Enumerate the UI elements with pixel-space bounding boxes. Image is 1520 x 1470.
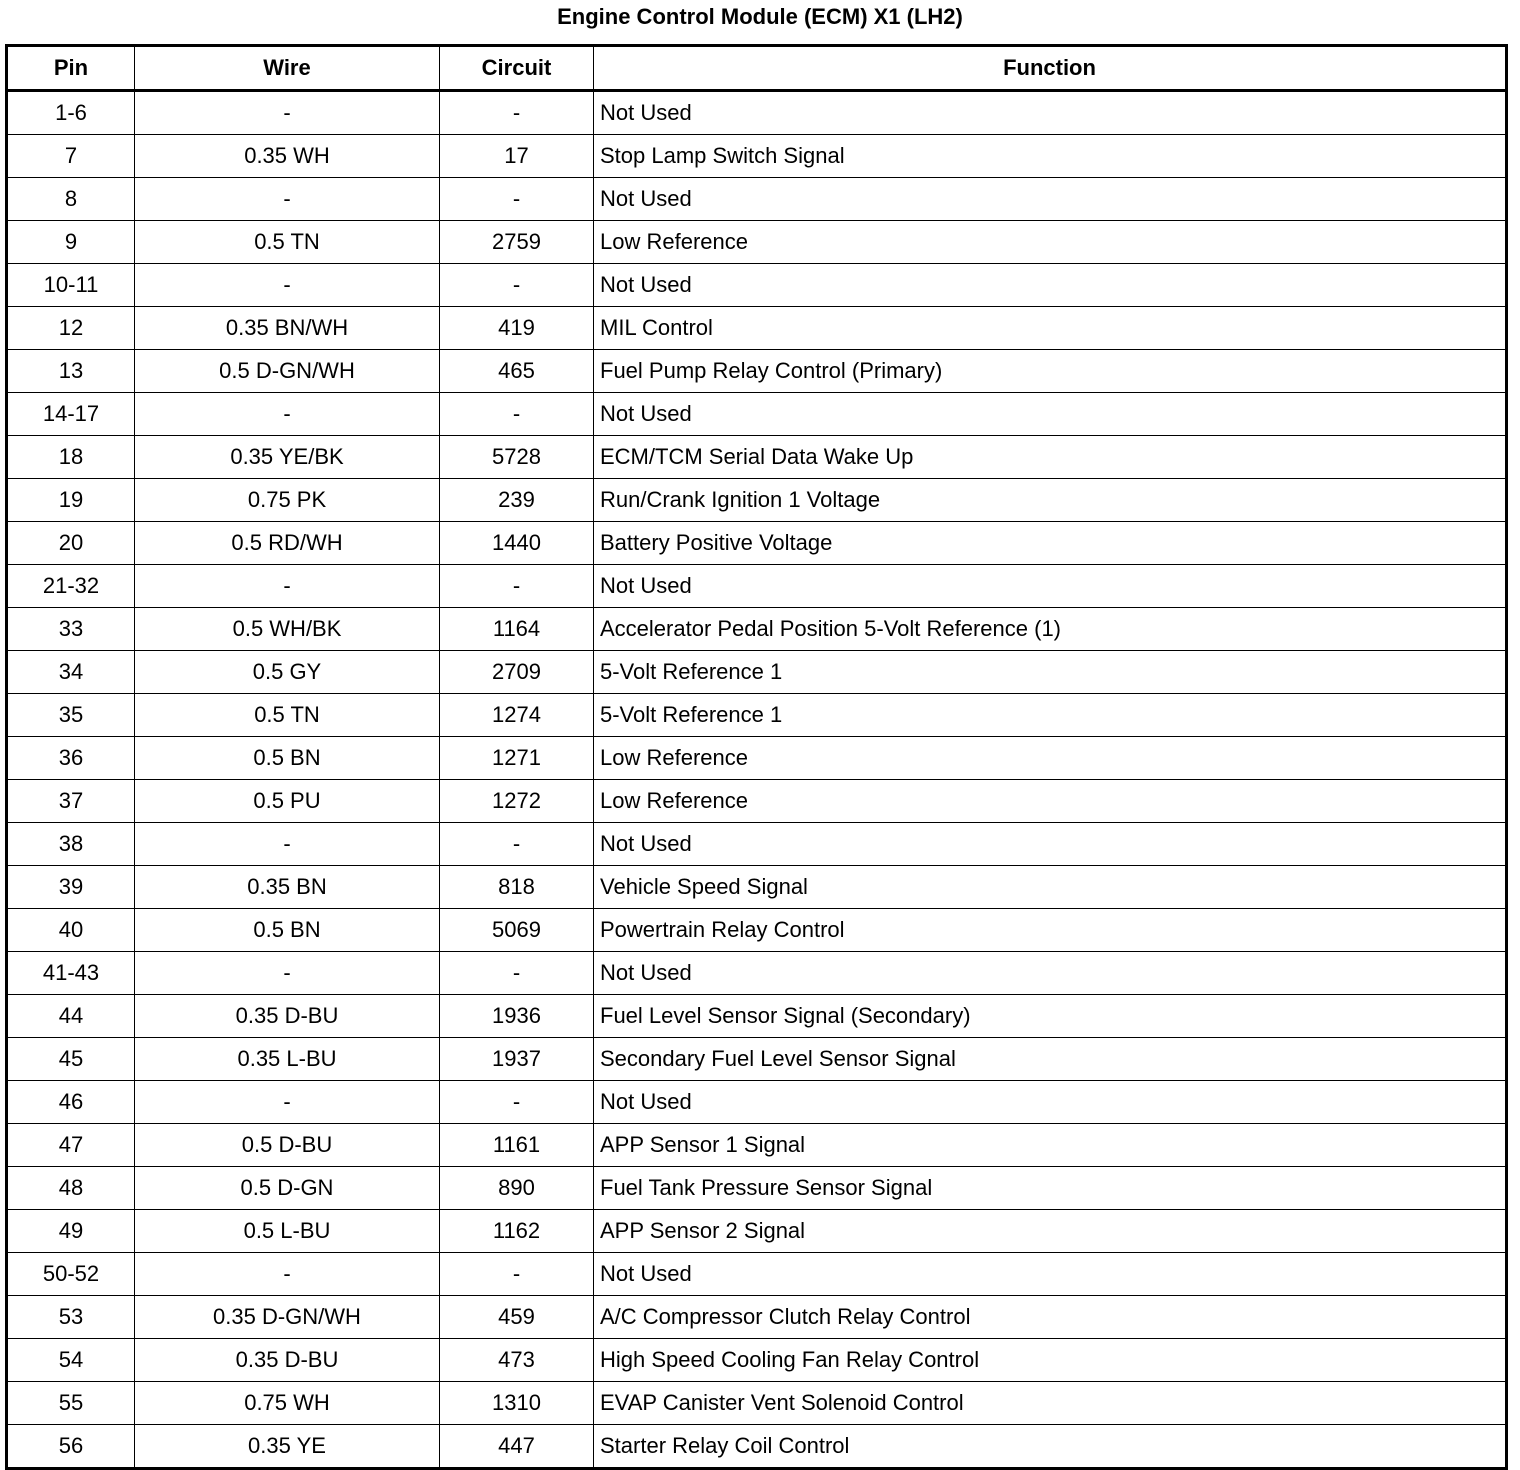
cell-circuit: -	[440, 1253, 594, 1296]
table-row	[7, 1296, 1507, 1339]
cell-pin: 1-6	[7, 91, 135, 135]
cell-pin: 34	[7, 651, 135, 694]
cell-circuit: -	[440, 1081, 594, 1124]
cell-wire: -	[135, 1081, 440, 1124]
cell-function: APP Sensor 1 Signal	[594, 1124, 1507, 1167]
table-row	[7, 350, 1507, 393]
table-row	[7, 264, 1507, 307]
cell-circuit: 1161	[440, 1124, 594, 1167]
table-row	[7, 866, 1507, 909]
cell-circuit: 1936	[440, 995, 594, 1038]
cell-circuit: 5728	[440, 436, 594, 479]
cell-circuit: 419	[440, 307, 594, 350]
cell-pin: 18	[7, 436, 135, 479]
cell-function: Run/Crank Ignition 1 Voltage	[594, 479, 1507, 522]
cell-function: High Speed Cooling Fan Relay Control	[594, 1339, 1507, 1382]
cell-circuit: 1162	[440, 1210, 594, 1253]
cell-circuit: -	[440, 952, 594, 995]
cell-circuit: 465	[440, 350, 594, 393]
table-row	[7, 178, 1507, 221]
table-row	[7, 608, 1507, 651]
cell-function: Low Reference	[594, 737, 1507, 780]
cell-function: Battery Positive Voltage	[594, 522, 1507, 565]
cell-wire: 0.5 BN	[135, 909, 440, 952]
cell-pin: 39	[7, 866, 135, 909]
cell-pin: 40	[7, 909, 135, 952]
cell-circuit: 1164	[440, 608, 594, 651]
table-row	[7, 952, 1507, 995]
cell-function: Not Used	[594, 178, 1507, 221]
cell-pin: 19	[7, 479, 135, 522]
cell-wire: 0.5 D-GN	[135, 1167, 440, 1210]
cell-wire: 0.35 YE	[135, 1425, 440, 1469]
cell-pin: 47	[7, 1124, 135, 1167]
cell-pin: 8	[7, 178, 135, 221]
cell-circuit: 473	[440, 1339, 594, 1382]
cell-wire: 0.5 L-BU	[135, 1210, 440, 1253]
table-row	[7, 1167, 1507, 1210]
cell-wire: 0.35 BN	[135, 866, 440, 909]
header-wire: Wire	[135, 46, 440, 91]
pinout-table	[5, 44, 1508, 1470]
cell-function: MIL Control	[594, 307, 1507, 350]
cell-wire: -	[135, 178, 440, 221]
table-row	[7, 1425, 1507, 1469]
cell-wire: 0.5 D-BU	[135, 1124, 440, 1167]
cell-wire: 0.5 TN	[135, 221, 440, 264]
table-row	[7, 823, 1507, 866]
table-row	[7, 995, 1507, 1038]
table-header-row	[7, 46, 1507, 91]
cell-wire: 0.75 WH	[135, 1382, 440, 1425]
cell-function: Powertrain Relay Control	[594, 909, 1507, 952]
cell-wire: -	[135, 91, 440, 135]
table-row	[7, 393, 1507, 436]
cell-wire: -	[135, 1253, 440, 1296]
table-row	[7, 135, 1507, 178]
cell-wire: -	[135, 823, 440, 866]
table-row	[7, 1038, 1507, 1081]
cell-wire: 0.35 D-BU	[135, 1339, 440, 1382]
cell-function: Not Used	[594, 393, 1507, 436]
cell-wire: -	[135, 952, 440, 995]
cell-function: APP Sensor 2 Signal	[594, 1210, 1507, 1253]
cell-function: Fuel Tank Pressure Sensor Signal	[594, 1167, 1507, 1210]
cell-function: Not Used	[594, 952, 1507, 995]
cell-pin: 48	[7, 1167, 135, 1210]
cell-function: Low Reference	[594, 221, 1507, 264]
cell-circuit: -	[440, 91, 594, 135]
table-row	[7, 565, 1507, 608]
cell-pin: 9	[7, 221, 135, 264]
cell-pin: 45	[7, 1038, 135, 1081]
cell-circuit: 1440	[440, 522, 594, 565]
table-row	[7, 522, 1507, 565]
cell-function: A/C Compressor Clutch Relay Control	[594, 1296, 1507, 1339]
cell-function: ECM/TCM Serial Data Wake Up	[594, 436, 1507, 479]
header-function: Function	[594, 46, 1507, 91]
cell-pin: 20	[7, 522, 135, 565]
cell-pin: 35	[7, 694, 135, 737]
cell-function: Fuel Pump Relay Control (Primary)	[594, 350, 1507, 393]
cell-wire: 0.5 RD/WH	[135, 522, 440, 565]
cell-pin: 7	[7, 135, 135, 178]
cell-circuit: 239	[440, 479, 594, 522]
cell-function: Not Used	[594, 565, 1507, 608]
cell-circuit: 1274	[440, 694, 594, 737]
cell-wire: 0.5 GY	[135, 651, 440, 694]
table-row	[7, 479, 1507, 522]
page-title: Engine Control Module (ECM) X1 (LH2)	[557, 4, 963, 29]
cell-wire: 0.35 L-BU	[135, 1038, 440, 1081]
cell-pin: 38	[7, 823, 135, 866]
header-pin: Pin	[7, 46, 135, 91]
cell-wire: -	[135, 565, 440, 608]
cell-circuit: 1937	[440, 1038, 594, 1081]
cell-circuit: 17	[440, 135, 594, 178]
cell-pin: 12	[7, 307, 135, 350]
table-row	[7, 1382, 1507, 1425]
cell-function: Not Used	[594, 823, 1507, 866]
header-circuit: Circuit	[440, 46, 594, 91]
cell-circuit: -	[440, 264, 594, 307]
cell-function: Vehicle Speed Signal	[594, 866, 1507, 909]
cell-function: Not Used	[594, 1253, 1507, 1296]
cell-wire: 0.5 TN	[135, 694, 440, 737]
cell-function: Not Used	[594, 264, 1507, 307]
cell-pin: 37	[7, 780, 135, 823]
table-row	[7, 694, 1507, 737]
cell-wire: -	[135, 393, 440, 436]
table-row	[7, 436, 1507, 479]
cell-pin: 54	[7, 1339, 135, 1382]
cell-pin: 36	[7, 737, 135, 780]
cell-wire: 0.75 PK	[135, 479, 440, 522]
cell-circuit: -	[440, 393, 594, 436]
cell-wire: 0.5 BN	[135, 737, 440, 780]
table-row	[7, 1124, 1507, 1167]
table-row	[7, 91, 1507, 135]
cell-circuit: -	[440, 565, 594, 608]
cell-pin: 44	[7, 995, 135, 1038]
cell-circuit: -	[440, 823, 594, 866]
cell-function: 5-Volt Reference 1	[594, 694, 1507, 737]
cell-pin: 49	[7, 1210, 135, 1253]
cell-pin: 10-11	[7, 264, 135, 307]
cell-circuit: 447	[440, 1425, 594, 1469]
cell-circuit: -	[440, 178, 594, 221]
table-row	[7, 737, 1507, 780]
table-row	[7, 1253, 1507, 1296]
cell-circuit: 1271	[440, 737, 594, 780]
cell-function: Starter Relay Coil Control	[594, 1425, 1507, 1469]
cell-wire: 0.5 WH/BK	[135, 608, 440, 651]
cell-pin: 53	[7, 1296, 135, 1339]
cell-wire: 0.35 D-BU	[135, 995, 440, 1038]
cell-pin: 50-52	[7, 1253, 135, 1296]
cell-pin: 56	[7, 1425, 135, 1469]
cell-pin: 55	[7, 1382, 135, 1425]
table-row	[7, 1081, 1507, 1124]
cell-function: Secondary Fuel Level Sensor Signal	[594, 1038, 1507, 1081]
cell-function: Accelerator Pedal Position 5-Volt Reference (1)	[594, 608, 1507, 651]
cell-pin: 13	[7, 350, 135, 393]
table-row	[7, 221, 1507, 264]
cell-function: Fuel Level Sensor Signal (Secondary)	[594, 995, 1507, 1038]
table-row	[7, 307, 1507, 350]
table-row	[7, 1339, 1507, 1382]
cell-circuit: 2759	[440, 221, 594, 264]
cell-pin: 33	[7, 608, 135, 651]
cell-function: 5-Volt Reference 1	[594, 651, 1507, 694]
cell-wire: 0.5 PU	[135, 780, 440, 823]
cell-circuit: 1272	[440, 780, 594, 823]
cell-wire: 0.35 WH	[135, 135, 440, 178]
cell-wire: 0.35 YE/BK	[135, 436, 440, 479]
cell-pin: 21-32	[7, 565, 135, 608]
cell-circuit: 459	[440, 1296, 594, 1339]
cell-function: EVAP Canister Vent Solenoid Control	[594, 1382, 1507, 1425]
cell-function: Not Used	[594, 91, 1507, 135]
cell-circuit: 890	[440, 1167, 594, 1210]
cell-circuit: 2709	[440, 651, 594, 694]
cell-wire: 0.35 D-GN/WH	[135, 1296, 440, 1339]
table-row	[7, 1210, 1507, 1253]
cell-wire: 0.35 BN/WH	[135, 307, 440, 350]
cell-circuit: 5069	[440, 909, 594, 952]
cell-pin: 41-43	[7, 952, 135, 995]
table-row	[7, 780, 1507, 823]
cell-circuit: 1310	[440, 1382, 594, 1425]
cell-circuit: 818	[440, 866, 594, 909]
cell-pin: 46	[7, 1081, 135, 1124]
table-row	[7, 909, 1507, 952]
table-body	[7, 91, 1507, 1469]
cell-function: Stop Lamp Switch Signal	[594, 135, 1507, 178]
cell-wire: -	[135, 264, 440, 307]
cell-pin: 14-17	[7, 393, 135, 436]
table-row	[7, 651, 1507, 694]
cell-wire: 0.5 D-GN/WH	[135, 350, 440, 393]
cell-function: Low Reference	[594, 780, 1507, 823]
cell-function: Not Used	[594, 1081, 1507, 1124]
